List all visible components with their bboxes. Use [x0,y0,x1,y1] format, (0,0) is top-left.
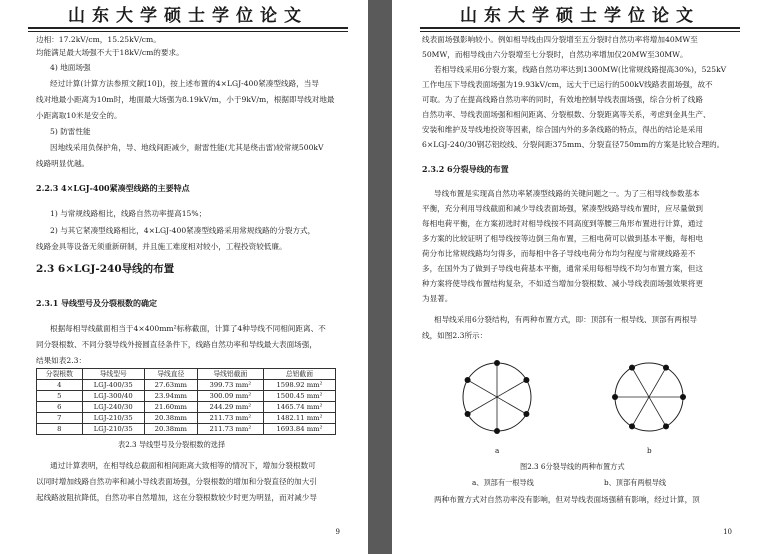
figure-a-diagram [452,352,542,442]
text-line: 5) 防雷性能 [50,127,91,136]
table-cell: 399.73 mm² [197,380,263,391]
text-line: 工作电压下导线表面场强为19.93kV/cm，远大于已运行的500kV线路表面场强，故不 [422,80,713,89]
table-row [37,413,336,424]
table-row [37,391,336,402]
table-cell: LGJ-300/40 [82,391,144,402]
table-cell: 20.38mm [144,424,197,435]
text-line: 每相电荷平衡，在方案初选时对相导线按不同高度到等腰三角形布置进行计算，通过 [422,219,703,228]
table-cell: 211.73 mm² [197,413,263,424]
table-cell: 211.73 mm² [197,424,263,435]
table-cell: 23.94mm [144,391,197,402]
section-heading: 2.2.3 4×LGJ-400紧凑型线路的主要特点 [36,183,190,193]
table-cell: 1482.11 mm² [263,413,335,424]
table-cell: 20.38mm [144,413,197,424]
text-line: 可取。为了在提高线路自然功率的同时，有效地控制导线表面场强，综合分析了线路 [422,95,703,104]
text-line: 起线路波阻抗降低，自然功率自然增加，这在分裂根数较少时更为明显，而对减少导 [36,493,317,502]
text-line: 50MW，而相导线由六分裂增至七分裂时，自然功率增加仅20MW至30MW。 [422,50,688,59]
text-line: 多方案的比较证明了相导线按等边倒三角布置，三相电荷可以做到基本平衡，每相电 [422,234,703,243]
table-cell: 21.60mm [144,402,197,413]
text-line: 种方案将使导线布置结构复杂，不如适当增加分裂根数、减小导线表面场强效果将更 [422,279,703,288]
table-cell: 244.29 mm² [197,402,263,413]
section-heading: 2.3.2 6分裂导线的布置 [422,164,509,174]
figure-label-b: b [647,446,652,455]
text-line: 根据每相导线截面相当于4×400mm²标称截面，计算了4种导线不同相间距离、不 [50,324,326,333]
text-line: 导线布置是实现高自然功率紧凑型线路的关键问题之一。为了三相导线参数基本 [434,189,700,198]
table-cell: 27.63mm [144,380,197,391]
text-line: 若相导线采用6分裂方案，线路自然功率达到1300MW(比常规线路提高30%)，525kV [434,65,727,74]
figure-sub-caption-b: b、顶部有两根导线 [604,478,667,487]
text-line: 荷分布比常规线路均匀得多，而每相中各子导线电荷分布均匀程度与常规线路差不 [422,249,696,258]
text-line: 自然功率、导线表面场强和相间距离、分裂根数、分裂距离等关系，考虑到金具生产、 [422,110,711,119]
text-line: 结果如表2.3： [36,356,87,365]
table-header: 总铝截面 [263,369,335,380]
table-cell: 6 [37,402,83,413]
text-line: 4) 地面场强 [50,63,91,72]
text-line: 经过计算(计算方法参照文献[10])，按上述布置的4×LGJ-400紧凑型线路，当导 [50,79,319,88]
table-cell: 1465.74 mm² [263,402,335,413]
table-header: 导线型号 [82,369,144,380]
text-line: 以同时增加线路自然功率和减小导线表面场强，分裂根数的增加和分裂直径的加大引 [36,477,317,486]
figure-label-a: a [495,446,500,455]
table-cell: LGJ-240/30 [82,402,144,413]
table-cell: LGJ-210/35 [82,413,144,424]
text-line: 均能满足最大场强不大于18kV/cm的要求。 [36,48,184,57]
page-number: 9 [335,528,340,536]
page-header: 山东大学硕士学位论文 [28,6,348,29]
page-number: 10 [723,528,732,536]
text-line: 线表面场强影响较小。例如相导线由四分裂增至五分裂时自然功率将增加40MW至 [422,35,698,44]
table-cell: 5 [37,391,83,402]
section-heading: 2.3.1 导线型号及分裂根数的确定 [36,298,158,308]
text-line: 1) 与常规线路相比，线路自然功率提高15%； [50,209,207,218]
text-line: 多，在国外为了做到子导线电荷基本平衡，通常采用每相导线不均匀布置方案，但这 [422,264,703,273]
right-page [392,0,760,554]
page-header: 山东大学硕士学位论文 [420,6,740,29]
text-line: 线，如图2.3所示： [422,331,488,340]
section-heading: 2.3 6×LGJ-240导线的布置 [36,263,175,275]
table-cell: LGJ-210/35 [82,424,144,435]
text-line: 6×LGJ-240/30钢芯铝绞线、分裂间距375mm、分裂直径750mm的方案是比较合理的。 [422,140,725,149]
text-line: 相导线采用6分裂结构，有两种布置方式，即：顶部有一根导线、顶部有两根导 [434,315,698,324]
table-cell: 1693.84 mm² [263,424,335,435]
table-row [37,402,336,413]
text-line: 两种布置方式对自然功率没有影响，但对导线表面场强稍有影响，经过计算，顶 [434,495,700,504]
table-row [37,380,336,391]
table-header: 导线直径 [144,369,197,380]
text-line: 线路金具等设备无须重新研制，并且施工难度相对较小，工程投资较低廉。 [36,242,287,251]
figure-sub-caption-a: a、顶部有一根导线 [472,478,534,487]
table-cell: 1500.45 mm² [263,391,335,402]
table-cell: 7 [37,413,83,424]
text-line: 通过计算表明，在相导线总截面和相间距离大致相等的情况下，增加分裂根数可 [50,461,316,470]
text-line: 同分裂根数、不同分裂导线外接圆直径条件下，线路自然功率和导线最大表面场强， [36,340,317,349]
table-caption: 表2.3 导线型号及分裂根数的选择 [118,440,226,449]
text-line: 边相：17.2kV/cm，15.25kV/cm。 [36,35,161,44]
table-cell: LGJ-400/35 [82,380,144,391]
figure-caption: 图2.3 6分裂导线的两种布置方式 [520,462,625,471]
figure-b-diagram [604,352,694,442]
table-cell: 1598.92 mm² [263,380,335,391]
text-line: 为显著。 [422,294,453,303]
conductor-table [36,368,336,435]
table-cell: 300.09 mm² [197,391,263,402]
text-line: 线路明显优越。 [36,159,90,168]
text-line: 小距离取10米是安全的。 [36,111,122,120]
table-cell: 4 [37,380,83,391]
text-line: 平衡，充分利用导线截面和减少导线表面场强，紧凑型线路导线布置时，应尽量做到 [422,204,703,213]
table-row [37,424,336,435]
text-line: 线对地最小距离为10m时，地面最大场强为8.19kV/m，小于9kV/m，根据即导线对地最 [36,95,335,104]
table-header: 导线铝截面 [197,369,263,380]
left-page [0,0,368,554]
table-header: 分裂根数 [37,369,83,380]
text-line: 2) 与其它紧凑型线路相比，4×LGJ-400紧凑型线路采用常规线路的分裂方式， [50,226,316,235]
table-cell: 8 [37,424,83,435]
text-line: 因地线采用负保护角，导、地线间距减少，耐雷性能(尤其是绕击雷)较常规500kV [50,143,324,152]
text-line: 安装和维护及导线地投资等因素，综合国内外的多条线路的特点，得出的结论是采用 [422,125,703,134]
